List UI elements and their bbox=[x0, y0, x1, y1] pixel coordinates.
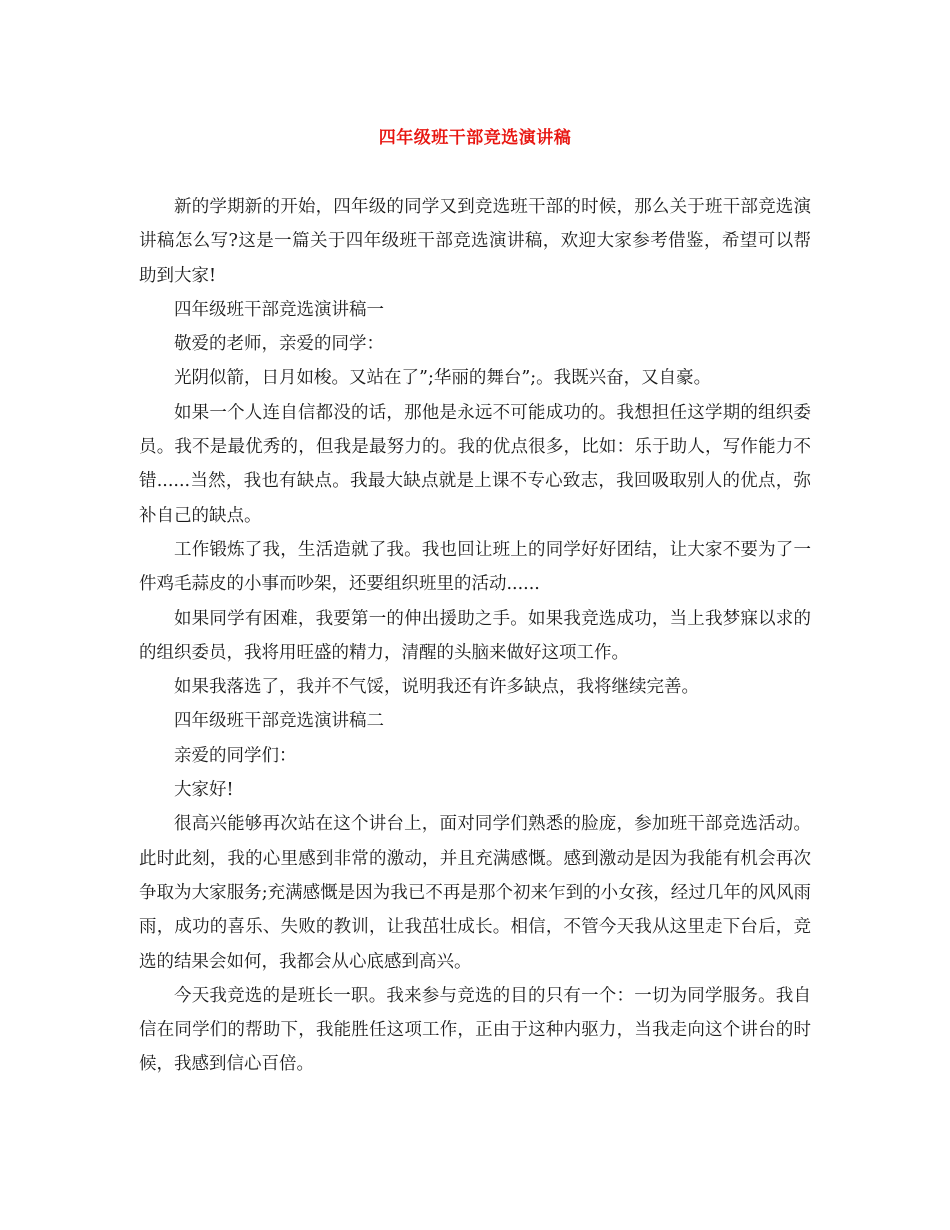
paragraph: 很高兴能够再次站在这个讲台上，面对同学们熟悉的脸庞，参加班干部竞选活动。此时此刻，我的心里感到非常的激动，并且充满感慨。感到激动是因为我能有机会再次争取为大家服务;充满感慨是因为我已不再是那个初来乍到的小女孩，经过几年的风风雨雨，成功的喜乐、失败的教训，让我茁壮成长。相信，不管今天我从这里走下台后，竞选的结果会如何，我都会从心底感到高兴。 bbox=[139, 814, 811, 972]
paragraph: 工作锻炼了我，生活造就了我。我也回让班上的同学好好团结，让大家不要为了一件鸡毛蒜皮的小事而吵架，还要组织班里的活动...... bbox=[139, 539, 811, 595]
paragraph-greeting: 大家好! bbox=[174, 780, 234, 801]
paragraph: 如果同学有困难，我要第一的伸出援助之手。如果我竞选成功，当上我梦寐以求的的组织委员，我将用旺盛的精力，清醒的头脑来做好这项工作。 bbox=[139, 608, 811, 663]
heading-speech-one: 四年级班干部竞选演讲稿一 bbox=[174, 299, 384, 320]
paragraph-salutation: 亲爱的同学们： bbox=[174, 745, 297, 766]
paragraph: 如果一个人连自信都没的话，那他是永远不可能成功的。我想担任这学期的组织委员。我不是最优秀的，但我是最努力的。我的优点很多，比如：乐于助人，写作能力不错......当然，我也有缺点。我最大缺点就是上课不专心致志，我回吸取别人的优点，弥补自己的缺点。 bbox=[139, 402, 811, 526]
paragraph: 今天我竞选的是班长一职。我来参与竞选的目的只有一个：一切为同学服务。我自信在同学们的帮助下，我能胜任这项工作，正由于这种内驱力，当我走向这个讲台的时候，我感到信心百倍。 bbox=[139, 985, 811, 1075]
paragraph-intro: 新的学期新的开始，四年级的同学又到竞选班干部的时候，那么关于班干部竞选演讲稿怎么写?这是一篇关于四年级班干部竞选演讲稿，欢迎大家参考借鉴，希望可以帮助到大家! bbox=[139, 197, 811, 286]
document-body bbox=[139, 190, 811, 1082]
paragraph-salutation: 敬爱的老师，亲爱的同学： bbox=[174, 334, 384, 355]
paragraph: 光阴似箭，日月如梭。又站在了”;华丽的舞台”;。我既兴奋，又自豪。 bbox=[174, 368, 712, 389]
paragraph: 如果我落选了，我并不气馁，说明我还有许多缺点，我将继续完善。 bbox=[174, 677, 699, 698]
heading-speech-two: 四年级班干部竞选演讲稿二 bbox=[174, 711, 384, 732]
document-title: 四年级班干部竞选演讲稿 bbox=[378, 128, 572, 148]
